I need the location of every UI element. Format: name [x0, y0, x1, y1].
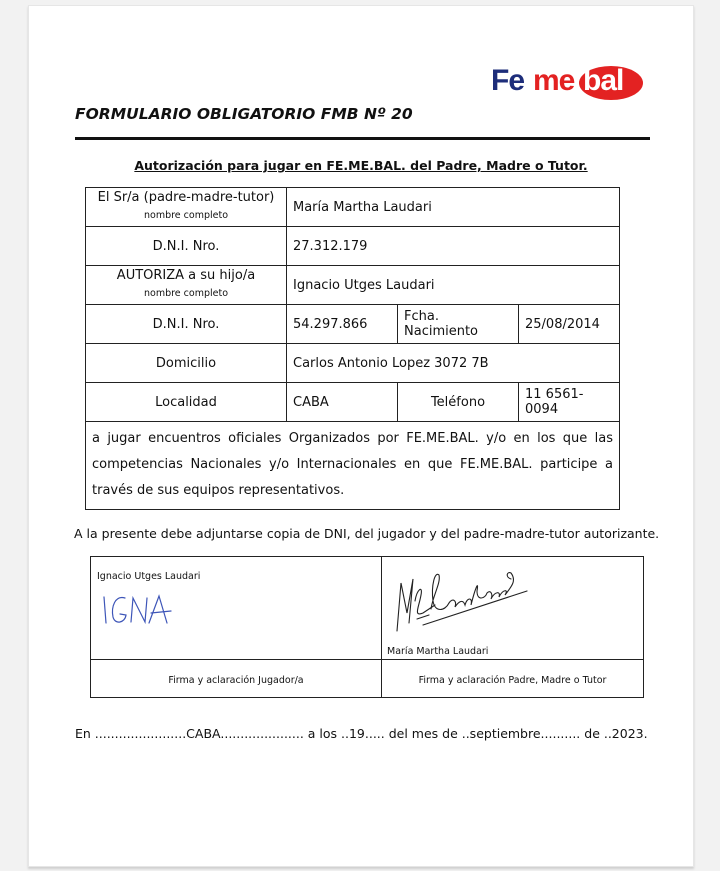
guardian-signature [387, 561, 537, 641]
table-row [86, 188, 620, 227]
child-dni-field: 54.297.866 [287, 305, 398, 344]
guardian-dni-field: 27.312.179 [287, 227, 620, 266]
guardian-label: El Sr/a (padre-madre-tutor) [97, 190, 275, 205]
guardian-sublabel: nombre completo [143, 210, 229, 221]
table-row [86, 227, 620, 266]
logo-text-bal: bal [583, 64, 624, 97]
address-label: Domicilio [86, 344, 287, 383]
child-sublabel: nombre completo [143, 288, 229, 299]
document-page [28, 5, 694, 867]
table-row [86, 383, 620, 422]
guardian-label-cell [86, 188, 287, 227]
child-label: AUTORIZA a su hijo/a [116, 268, 256, 283]
child-label-cell [86, 266, 287, 305]
phone-label: Teléfono [398, 383, 519, 422]
guardian-signature-caption: Firma y aclaración Padre, Madre o Tutor [418, 675, 607, 686]
guardian-dni-label: D.N.I. Nro. [86, 227, 287, 266]
title-divider [75, 137, 650, 140]
place-date-line: En .......................CABA..................... a los ..19..... del mes de ..septiembre.......... de ..2023. [75, 726, 648, 741]
city-field: CABA [287, 383, 398, 422]
authorization-paragraph: a jugar encuentros oficiales Organizados por FE.ME.BAL. y/o en los que las competencias Nacionales y/o Internacionales en que FE.ME.BAL. participe a través de sus equipos representativos. [85, 420, 620, 510]
player-signature [101, 589, 181, 629]
form-title: FORMULARIO OBLIGATORIO FMB Nº 20 [75, 105, 413, 123]
birth-date-field: 25/08/2014 [519, 305, 620, 344]
table-row [86, 305, 620, 344]
logo-text-me: me [533, 64, 575, 97]
player-name-label: Ignacio Utges Laudari [97, 571, 201, 582]
table-row [86, 266, 620, 305]
logo-text-fe: Fe [491, 64, 525, 97]
signature-box [90, 556, 644, 698]
city-label: Localidad [86, 383, 287, 422]
child-name-field: Ignacio Utges Laudari [287, 266, 620, 305]
guardian-name-label: María Martha Laudari [387, 646, 489, 657]
femebal-logo [491, 64, 641, 104]
table-row [86, 344, 620, 383]
player-signature-caption: Firma y aclaración Jugador/a [168, 675, 304, 686]
attachment-note: A la presente debe adjuntarse copia de DNI, del jugador y del padre-madre-tutor autorizante. [74, 526, 660, 541]
address-field: Carlos Antonio Lopez 3072 7B [287, 344, 620, 383]
authorization-table [85, 187, 620, 422]
signature-divider-horizontal [91, 659, 643, 660]
birth-date-label: Fcha. Nacimiento [398, 305, 519, 344]
form-subtitle: Autorización para jugar en FE.ME.BAL. del Padre, Madre o Tutor. [134, 158, 588, 173]
child-dni-label: D.N.I. Nro. [86, 305, 287, 344]
phone-field: 11 6561-0094 [519, 383, 620, 422]
guardian-name-field: María Martha Laudari [287, 188, 620, 227]
